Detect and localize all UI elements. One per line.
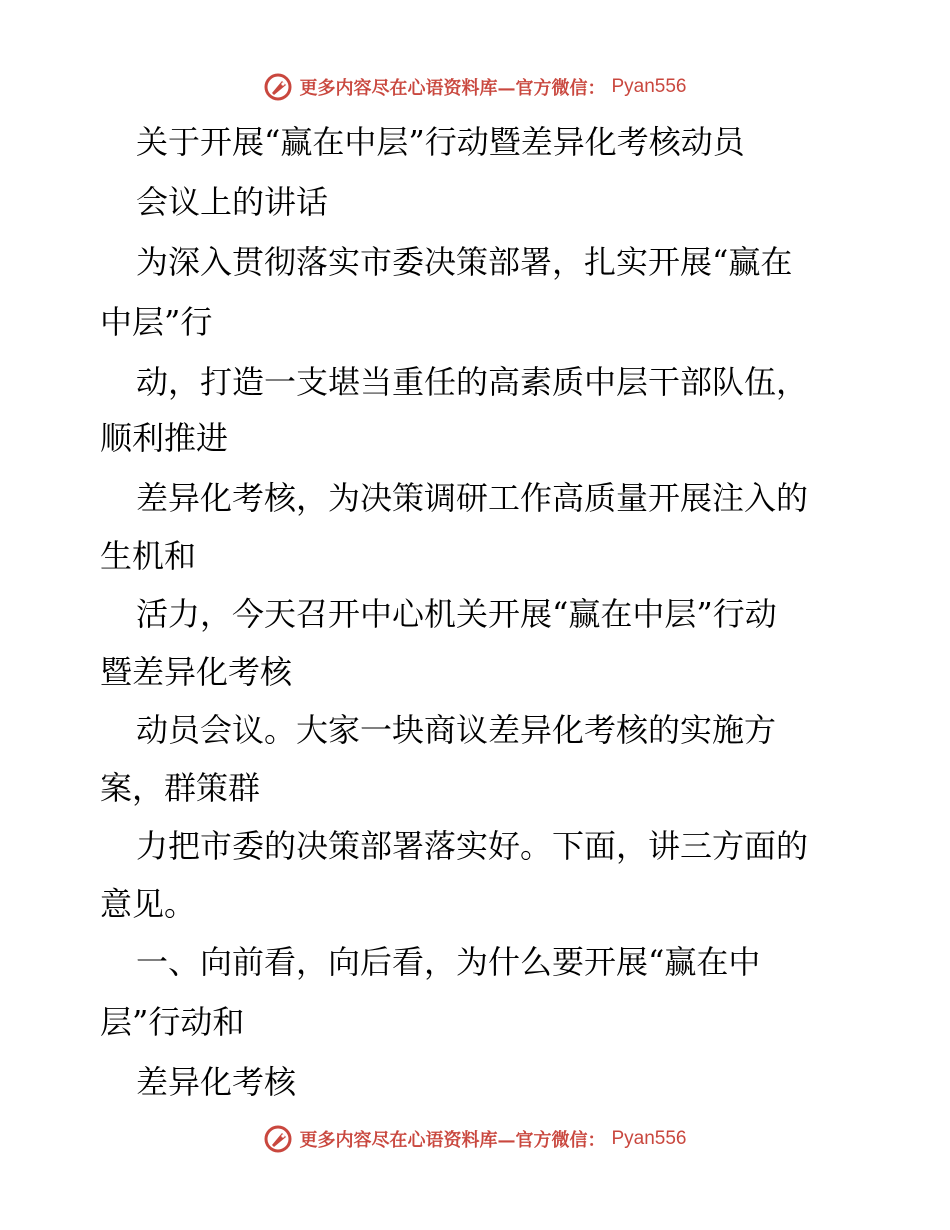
- section-heading-line: 层”行动和: [100, 1003, 245, 1041]
- header-watermark: [0, 72, 950, 102]
- pen-nib-logo-icon: [263, 1124, 293, 1154]
- watermark-handle: Pyan556: [611, 1128, 687, 1149]
- paragraph-line: 意见。: [100, 885, 197, 923]
- paragraph-line: 活力，今天召开中心机关开展“赢在中层”行动: [136, 595, 777, 633]
- paragraph-line: 差异化考核，为决策调研工作高质量开展注入的: [136, 479, 809, 517]
- paragraph-line: 顺利推进: [100, 419, 229, 457]
- document-title-line-1: 关于开展“赢在中层”行动暨差异化考核动员: [136, 123, 745, 161]
- pen-nib-logo-icon: [263, 72, 293, 102]
- paragraph-line: 生机和: [100, 537, 197, 575]
- paragraph-line: 暨差异化考核: [100, 653, 293, 691]
- paragraph-line: 动员会议。大家一块商议差异化考核的实施方: [136, 711, 777, 749]
- watermark-text: 更多内容尽在心语资料库—官方微信：: [299, 1130, 606, 1151]
- watermark-text: 更多内容尽在心语资料库—官方微信：: [299, 78, 606, 99]
- section-heading-line: 差异化考核: [136, 1063, 297, 1101]
- paragraph-line: 为深入贯彻落实市委决策部署，扎实开展“赢在: [136, 243, 793, 281]
- footer-watermark: [0, 1124, 950, 1154]
- paragraph-line: 动，打造一支堪当重任的高素质中层干部队伍，: [136, 363, 809, 401]
- paragraph-line: 案，群策群: [100, 769, 261, 807]
- paragraph-line: 力把市委的决策部署落实好。下面，讲三方面的: [136, 827, 809, 865]
- paragraph-line: 中层”行: [100, 303, 213, 341]
- watermark-handle: Pyan556: [611, 76, 687, 97]
- document-title-line-2: 会议上的讲话: [136, 183, 329, 221]
- section-heading-line: 一、向前看，向后看，为什么要开展“赢在中: [136, 943, 761, 981]
